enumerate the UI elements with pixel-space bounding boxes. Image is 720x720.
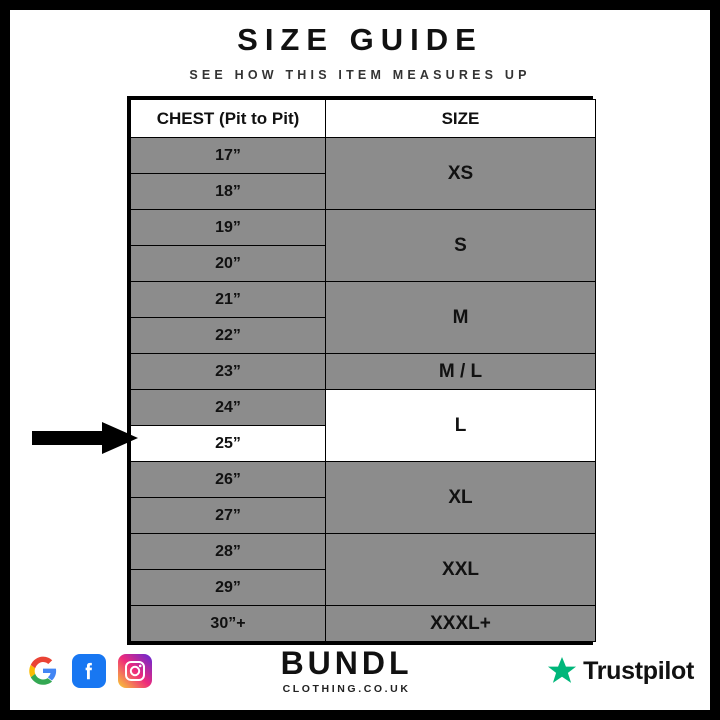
facebook-icon[interactable] bbox=[72, 654, 106, 688]
size-value-selected: L bbox=[326, 390, 596, 462]
chest-value: 26” bbox=[131, 462, 326, 498]
social-links bbox=[26, 654, 152, 688]
chest-value: 22” bbox=[131, 318, 326, 354]
column-header-size: SIZE bbox=[326, 100, 596, 138]
trustpilot-label: Trustpilot bbox=[583, 656, 694, 685]
table-row bbox=[131, 534, 596, 570]
page-title: SIZE GUIDE bbox=[237, 22, 483, 57]
brand-domain: CLOTHING.CO.UK bbox=[282, 683, 411, 695]
table-row bbox=[131, 606, 596, 642]
instagram-icon[interactable] bbox=[118, 654, 152, 688]
chest-value: 30”+ bbox=[131, 606, 326, 642]
chest-value: 18” bbox=[131, 174, 326, 210]
size-value: XXXL+ bbox=[326, 606, 596, 642]
chest-value: 29” bbox=[131, 570, 326, 606]
size-value: XS bbox=[326, 138, 596, 210]
table-row-selected bbox=[131, 390, 596, 426]
brand-logo bbox=[281, 647, 413, 695]
table-row bbox=[131, 210, 596, 246]
table-header-row bbox=[131, 100, 596, 138]
column-header-chest: CHEST (Pit to Pit) bbox=[131, 100, 326, 138]
size-value: S bbox=[326, 210, 596, 282]
chest-value: 17” bbox=[131, 138, 326, 174]
size-guide-sheet bbox=[10, 10, 710, 710]
size-value: M bbox=[326, 282, 596, 354]
chest-value: 20” bbox=[131, 246, 326, 282]
chest-value: 28” bbox=[131, 534, 326, 570]
size-table bbox=[130, 99, 596, 642]
chest-value: 19” bbox=[131, 210, 326, 246]
selected-size-arrow-icon bbox=[32, 420, 140, 456]
brand-name: BUNDL bbox=[280, 645, 413, 681]
table-row bbox=[131, 138, 596, 174]
table-row bbox=[131, 282, 596, 318]
table-row bbox=[131, 354, 596, 390]
chest-value: 24” bbox=[131, 390, 326, 426]
chest-value-selected: 25” bbox=[131, 426, 326, 462]
size-table-container bbox=[127, 96, 593, 645]
trustpilot-badge[interactable] bbox=[547, 656, 694, 686]
chest-value: 27” bbox=[131, 498, 326, 534]
size-value: M / L bbox=[326, 354, 596, 390]
google-icon[interactable] bbox=[26, 654, 60, 688]
chest-value: 23” bbox=[131, 354, 326, 390]
page-subtitle: SEE HOW THIS ITEM MEASURES UP bbox=[189, 68, 531, 82]
trustpilot-star-icon bbox=[547, 656, 577, 686]
table-row bbox=[131, 462, 596, 498]
size-value: XXL bbox=[326, 534, 596, 606]
footer bbox=[10, 640, 710, 702]
chest-value: 21” bbox=[131, 282, 326, 318]
size-value: XL bbox=[326, 462, 596, 534]
